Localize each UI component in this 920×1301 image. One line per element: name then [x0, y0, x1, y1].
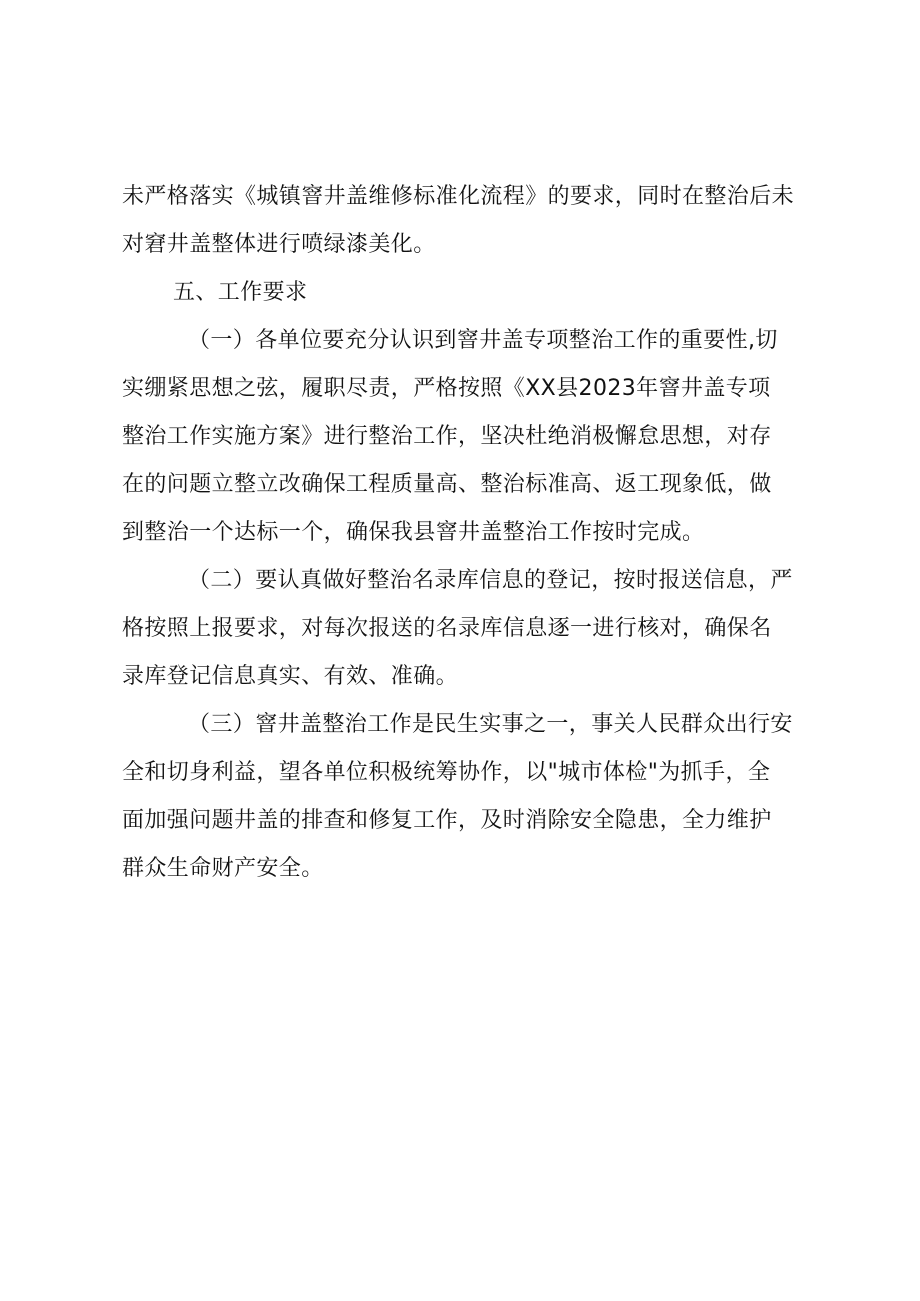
body-text-line: 格按照上报要求，对每次报送的名录库信息逐一进行核对，确保名 — [122, 616, 772, 641]
body-text-line: 录库登记信息真实、有效、准确。 — [122, 664, 459, 689]
body-text-line: 整治工作实施方案》进行整治工作，坚决杜绝消极懈怠思想，对存 — [122, 424, 772, 449]
body-text-line: （一）各单位要充分认识到窨井盖专项整治工作的重要性,切 — [188, 328, 778, 353]
body-text-line: 群众生命财产安全。 — [122, 856, 324, 881]
body-text-line: （三）窨井盖整治工作是民生实事之一，事关人民群众出行安 — [188, 712, 793, 737]
body-text-line: 对窘井盖整体进行喷绿漆美化。 — [122, 232, 436, 257]
body-text-line: 在的问题立整立改确保工程质量高、整治标准高、返工现象低，做 — [122, 472, 772, 497]
document-body — [122, 173, 814, 893]
body-text-line: 面加强问题井盖的排查和修复工作，及时消除安全隐患，全力维护 — [122, 808, 772, 833]
body-text-line: 全和切身利益，望各单位积极统筹协作，以"城市体检"为抓手，全 — [122, 760, 771, 785]
body-text-line: 实绷紧思想之弦，履职尽责，严格按照《XX县2023年窨井盖专项 — [122, 376, 771, 401]
section-heading: 五、工作要求 — [173, 280, 308, 305]
body-text-line: （二）要认真做好整治名录库信息的登记，按时报送信息，严 — [188, 568, 793, 593]
body-text-line: 到整治一个达标一个，确保我县窨井盖整治工作按时完成。 — [122, 520, 705, 545]
body-text-line: 未严格落实《城镇窨井盖维修标准化流程》的要求，同时在整治后未 — [122, 184, 795, 209]
